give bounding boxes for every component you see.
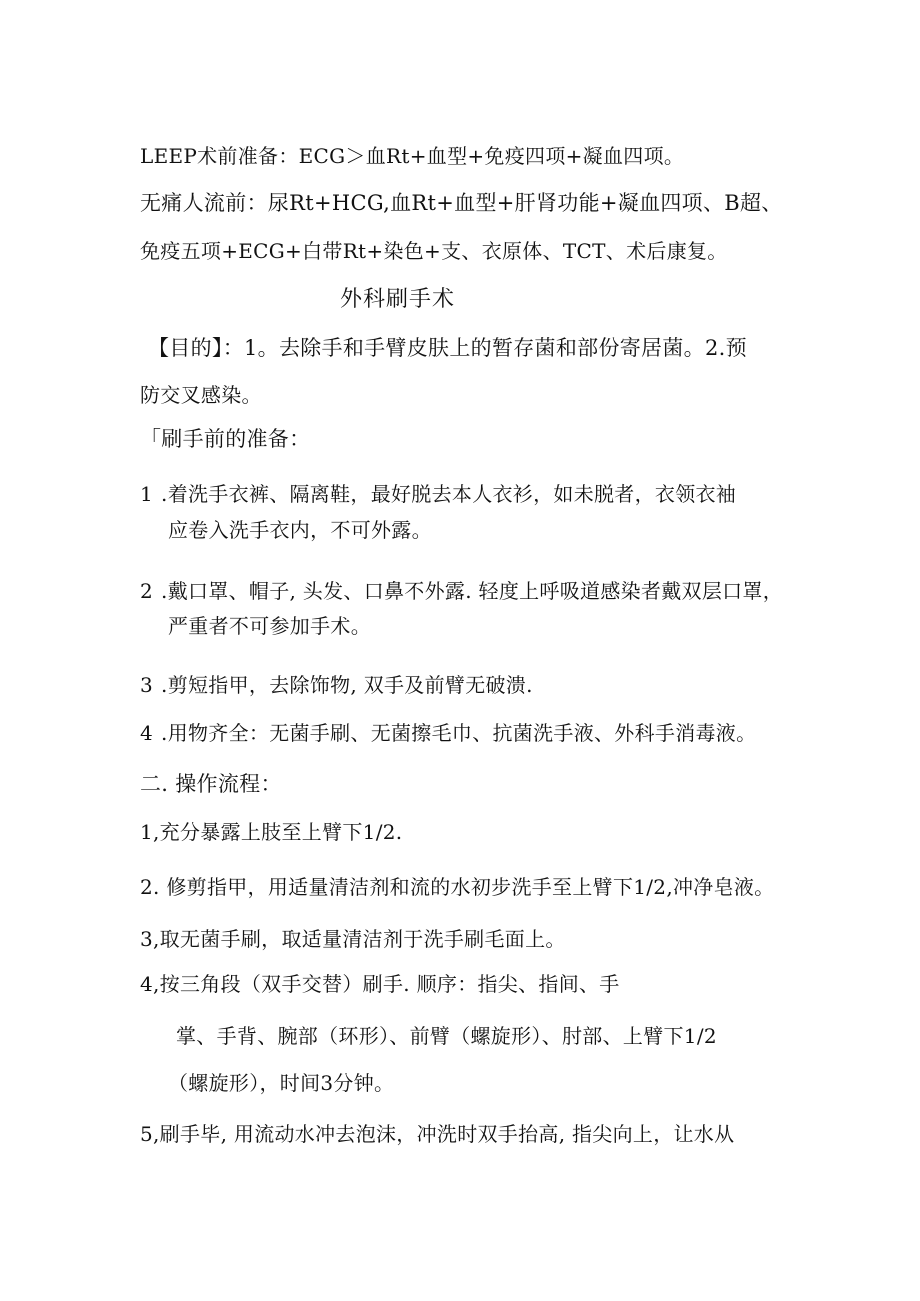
prep-item-2-line-1 <box>140 577 783 605</box>
prep-item-number: 1 <box>140 482 154 506</box>
step-3: 3,取无菌手刷，取适量清洁剂于洗手刷毛面上。 <box>140 927 566 951</box>
prep-item-1-line-1 <box>140 480 736 508</box>
prep-item-1-line-2: 应卷入洗手衣内，不可外露。 <box>168 518 432 542</box>
step-4-line-3: （螺旋形），时间3分钟。 <box>168 1071 395 1095</box>
prep-item-4 <box>140 719 756 747</box>
process-heading: 二. 操作流程： <box>140 772 282 796</box>
painless-abortion-prep-line-2: 免疫五项+ECG+白带Rt+染色+支、衣原体、TCT、术后康复。 <box>140 239 728 263</box>
section-title: 外科刷手术 <box>340 287 456 312</box>
painless-abortion-prep-line-1: 无痛人流前：尿Rt+HCG,血Rt+血型+肝肾功能+凝血四项、B超、 <box>140 191 783 215</box>
step-2: 2. 修剪指甲，用适量清洁剂和流的水初步洗手至上臂下1/2,冲净皂液。 <box>140 875 775 899</box>
prep-item-text: .戴口罩、帽子, 头发、口鼻不外露. 轻度上呼吸道感染者戴双层口罩， <box>161 579 784 603</box>
step-5: 5,刷手毕, 用流动水冲去泡沫，冲洗时双手抬高, 指尖向上，让水从 <box>140 1122 735 1146</box>
step-4-line-2: 掌、手背、腕部（环形）、前臂（螺旋形）、肘部、上臂下1/2 <box>176 1024 717 1048</box>
prep-item-text: .着洗手衣裤、隔离鞋，最好脱去本人衣衫，如未脱者，衣领衣袖 <box>161 482 737 506</box>
prep-item-number: 3 <box>140 673 154 697</box>
prep-item-2-line-2: 严重者不可参加手术。 <box>168 614 371 638</box>
prep-item-text: .用物齐全：无菌手刷、无菌擦毛巾、抗菌洗手液、外科手消毒液。 <box>161 721 757 745</box>
step-1: 1,充分暴露上肢至上臂下1/2. <box>140 820 403 844</box>
prep-heading: 「刷手前的准备： <box>140 427 311 451</box>
purpose-line-2: 防交叉感染。 <box>140 383 262 407</box>
prep-item-3 <box>140 671 533 699</box>
purpose-line-1: 【目的】：1。去除手和手臂皮肤上的暂存菌和部份寄居菌。2.预 <box>148 336 747 360</box>
prep-item-text: .剪短指甲，去除饰物, 双手及前臂无破溃. <box>161 673 533 697</box>
prep-item-number: 2 <box>140 579 154 603</box>
prep-item-number: 4 <box>140 721 154 745</box>
leep-prep-line: LEEP术前准备：ECG＞血Rt+血型+免疫四项+凝血四项。 <box>140 144 685 168</box>
step-4-line-1: 4,按三角段（双手交替）刷手. 顺序：指尖、指间、手 <box>140 972 620 996</box>
